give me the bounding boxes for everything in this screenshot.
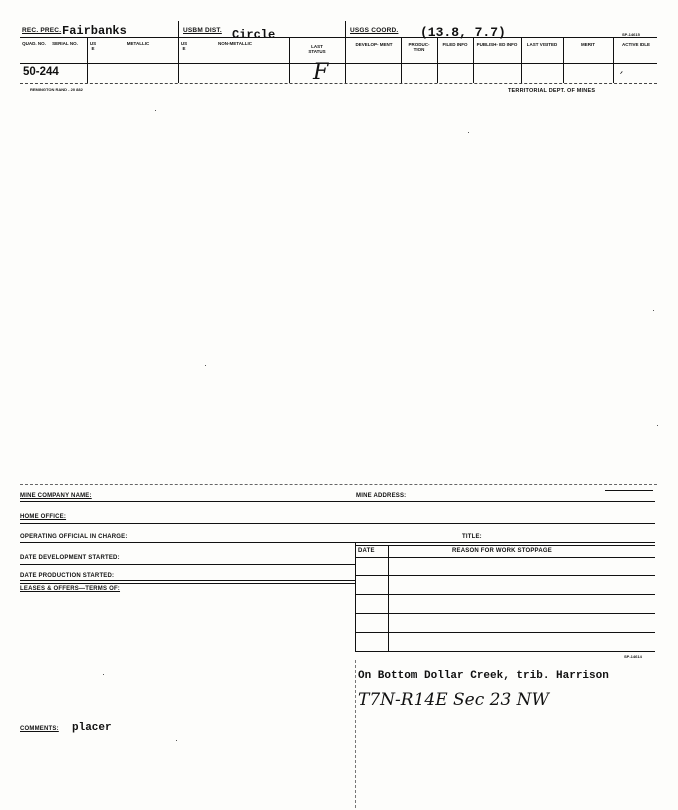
location-note: On Bottom Dollar Creek, trib. Harrison [358, 670, 609, 682]
merit-header: MERIT [581, 42, 595, 47]
usgs-coord-value: (13.8, 7.7) [420, 25, 506, 40]
use-a-header: USE [89, 41, 97, 51]
usbm-dist-value: Circle [232, 28, 276, 42]
last-status-value: F [313, 60, 329, 85]
metallic-header: METALLIC [126, 41, 150, 46]
last-visited-header: LAST VISITED [526, 42, 558, 47]
date-col-header: DATE [358, 548, 375, 554]
non-metallic-header: NON-METALLIC [218, 41, 252, 46]
active-idle-mark: ′ [620, 70, 623, 85]
usgs-coord-label: USGS COORD. [350, 27, 399, 34]
title-label: TITLE: [462, 534, 482, 540]
production-header: PRODUC- TION [408, 42, 430, 52]
top-footer-right: TERRITORIAL DEPT. OF MINES [508, 88, 596, 94]
comments-label: COMMENTS: [20, 726, 59, 732]
rec-prec-value: Fairbanks [62, 24, 127, 38]
use-b-header: USE [180, 41, 188, 51]
development-header: DEVELOP- MENT [355, 42, 393, 47]
quad-serial-value: 50-244 [23, 66, 59, 78]
active-idle-header: ACTIVE IDLE [621, 42, 650, 47]
date-development-label: DATE DEVELOPMENT STARTED: [20, 555, 120, 561]
home-office-label: HOME OFFICE: [20, 514, 67, 520]
operating-official-label: OPERATING OFFICIAL IN CHARGE: [20, 534, 128, 540]
bottom-form-number: SP-14614 [624, 654, 642, 659]
last-status-header: LAST STATUS [308, 44, 326, 54]
mine-company-label: MINE COMPANY NAME: [20, 493, 92, 499]
top-form-number: SP-14615 [622, 32, 640, 37]
top-footer-left: REMINGTON RAND - 20 882 [30, 87, 83, 92]
quad-no-header: QUAD. NO. [22, 41, 46, 46]
published-info-header: PUBLISH- ED INFO [476, 42, 518, 47]
usbm-dist-label: USBM DIST. [183, 27, 222, 34]
rec-prec-label: REC. PREC. [22, 27, 62, 34]
filed-info-header: FILED INFO [442, 42, 468, 47]
date-production-label: DATE PRODUCTION STARTED: [20, 573, 115, 579]
reason-col-header: REASON FOR WORK STOPPAGE [452, 548, 552, 554]
handwritten-note: T7N-R14E Sec 23 NW [358, 690, 550, 710]
mine-address-label: MINE ADDRESS: [356, 493, 407, 499]
comments-value: placer [72, 722, 112, 734]
serial-no-header: SERIAL NO. [52, 41, 78, 46]
leases-label: LEASES & OFFERS—TERMS OF: [20, 586, 121, 592]
